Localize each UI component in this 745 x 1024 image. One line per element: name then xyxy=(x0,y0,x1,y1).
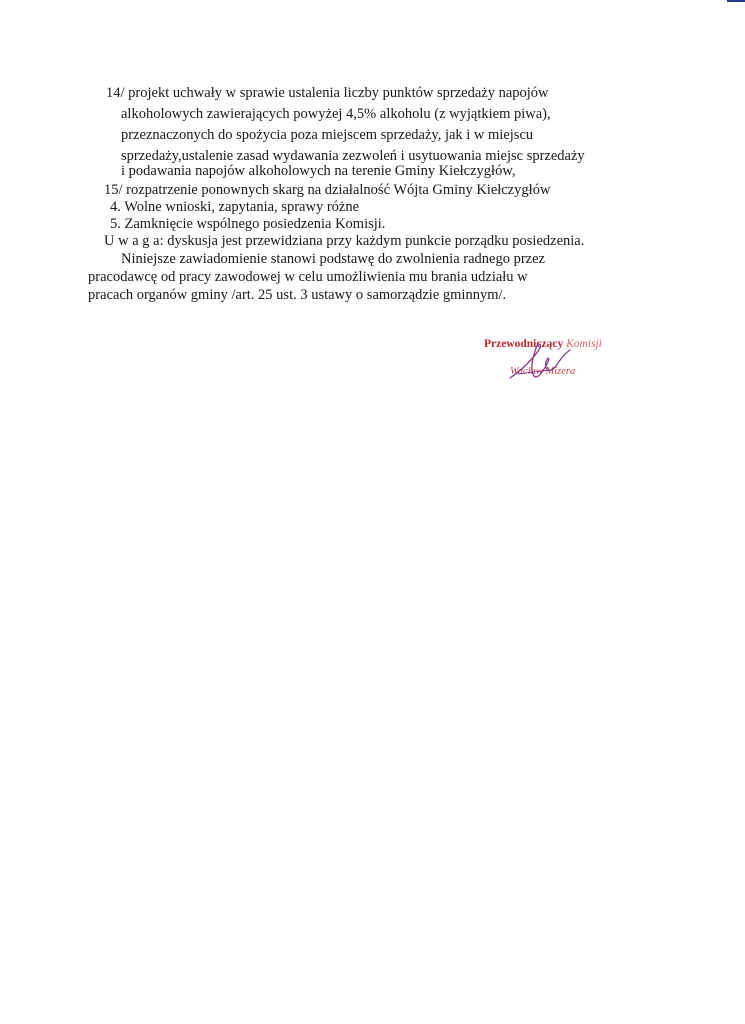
item-14-line-4: sprzedaży,ustalenie zasad wydawania zezwoleń i usytuowania miejsc sprzedaży xyxy=(121,148,585,164)
item-14-line-1: 14/ projekt uchwały w sprawie ustalenia liczby punktów sprzedaży napojów xyxy=(106,85,549,101)
item-5: 5. Zamknięcie wspólnego posiedzenia Komisji. xyxy=(110,216,386,232)
item-14-line-3: przeznaczonych do spożycia poza miejscem sprzedaży, jak i w miejscu xyxy=(121,127,534,143)
item-14-line-5: i podawania napojów alkoholowych na terenie Gminy Kiełczygłów, xyxy=(121,163,516,179)
paragraph-line-3: pracach organów gminy /art. 25 ust. 3 ustawy o samorządzie gminnym/. xyxy=(88,287,507,303)
paragraph-line-2: pracodawcę od pracy zawodowej w celu umożliwienia mu brania udziału w xyxy=(88,269,528,285)
note: U w a g a: dyskusja jest przewidziana przy każdym punkcie porządku posiedzenia. xyxy=(104,233,585,249)
stamp-name: Wacław Mizera xyxy=(510,366,576,377)
item-15: 15/ rozpatrzenie ponownych skarg na działalność Wójta Gminy Kiełczygłów xyxy=(104,182,551,198)
paragraph-line-1: Niniejsze zawiadomienie stanowi podstawę do zwolnienia radnego przez xyxy=(121,251,545,267)
chairman-stamp xyxy=(484,338,624,388)
stamp-title-suffix: Komisji xyxy=(566,338,602,350)
item-4: 4. Wolne wnioski, zapytania, sprawy różne xyxy=(110,199,360,215)
item-14-line-2: alkoholowych zawierających powyżej 4,5% alkoholu (z wyjątkiem piwa), xyxy=(121,106,551,122)
stamp-title-main: Przewodniczący xyxy=(484,338,564,350)
signature-icon xyxy=(504,340,574,384)
